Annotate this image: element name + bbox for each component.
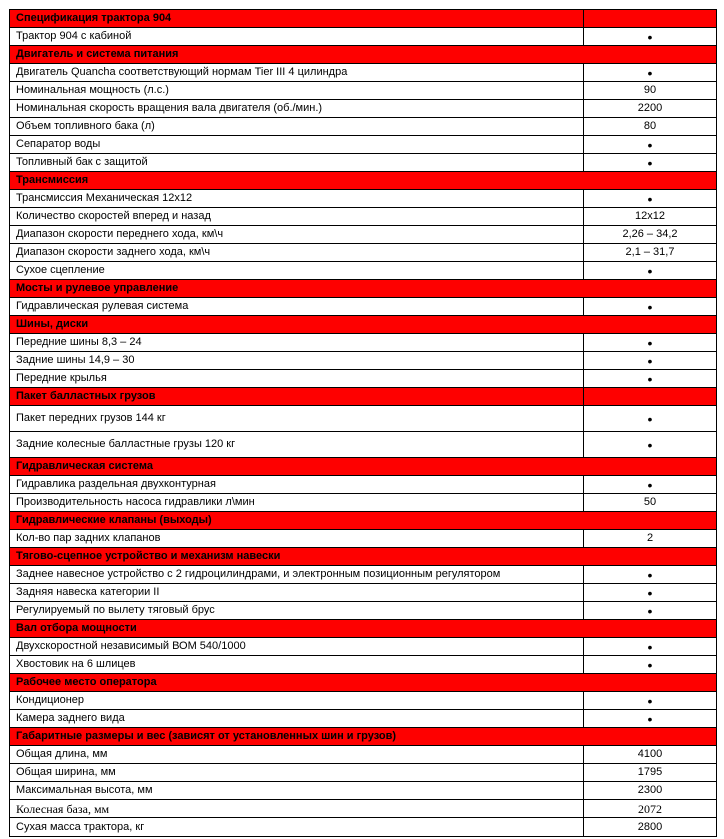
spec-row <box>10 28 716 46</box>
section-title: Мосты и рулевое управление <box>10 280 716 297</box>
spec-value: 80 <box>643 120 657 132</box>
spec-value: 90 <box>643 84 657 96</box>
included-bullet: • <box>647 566 653 583</box>
spec-label: Задние колесные балластные грузы 120 кг <box>10 432 584 457</box>
spec-label: Общая ширина, мм <box>10 764 584 781</box>
spec-row <box>10 476 716 494</box>
spec-label: Максимальная высота, мм <box>10 782 584 799</box>
included-bullet: • <box>647 692 653 709</box>
spec-label: Задняя навеска категории II <box>10 584 584 601</box>
spec-row <box>10 782 716 800</box>
included-bullet: • <box>647 28 653 45</box>
included-bullet: • <box>647 656 653 673</box>
spec-value: 2,1 – 31,7 <box>625 246 675 258</box>
included-bullet: • <box>647 64 653 81</box>
spec-label: Кондиционер <box>10 692 584 709</box>
spec-label: Двигатель Quancha соответствующий нормам Tier III 4 цилиндра <box>10 64 584 81</box>
included-bullet: • <box>647 298 653 315</box>
section-title: Трансмиссия <box>10 172 716 189</box>
spec-label: Трактор 904 с кабиной <box>10 28 584 45</box>
section-header-row <box>10 46 716 64</box>
section-header-row <box>10 388 716 406</box>
section-header-row <box>10 172 716 190</box>
spec-row <box>10 352 716 370</box>
section-header-row <box>10 512 716 530</box>
spec-row <box>10 746 716 764</box>
section-header-row <box>10 674 716 692</box>
section-value-cell <box>584 10 716 27</box>
spec-label: Трансмиссия Механическая 12х12 <box>10 190 584 207</box>
spec-row <box>10 710 716 728</box>
spec-row <box>10 298 716 316</box>
spec-row <box>10 136 716 154</box>
spec-label: Общая длина, мм <box>10 746 584 763</box>
section-header-row <box>10 316 716 334</box>
section-header-row <box>10 10 716 28</box>
included-bullet: • <box>647 370 653 387</box>
spec-label: Двухскоростной независимый ВОМ 540/1000 <box>10 638 584 655</box>
spec-label: Кол-во пар задних клапанов <box>10 530 584 547</box>
included-bullet: • <box>647 136 653 153</box>
spec-row <box>10 208 716 226</box>
spec-value: 2,26 – 34,2 <box>622 228 678 240</box>
included-bullet: • <box>647 584 653 601</box>
included-bullet: • <box>647 436 653 453</box>
spec-label: Сухая масса трактора, кг <box>10 818 584 836</box>
section-title: Гидравлические клапаны (выходы) <box>10 512 716 529</box>
section-header-row <box>10 458 716 476</box>
spec-row <box>10 584 716 602</box>
spec-row <box>10 64 716 82</box>
spec-label: Сухое сцепление <box>10 262 584 279</box>
section-title: Шины, диски <box>10 316 716 333</box>
section-title: Габаритные размеры и вес (зависят от установленных шин и грузов) <box>10 728 716 745</box>
section-title: Тягово-сцепное устройство и механизм навески <box>10 548 716 565</box>
section-header-row <box>10 728 716 746</box>
spec-row <box>10 100 716 118</box>
section-title: Двигатель и система питания <box>10 46 716 63</box>
spec-label: Гидравлика раздельная двухконтурная <box>10 476 584 493</box>
spec-row <box>10 432 716 458</box>
spec-label: Диапазон скорости заднего хода, км\ч <box>10 244 584 261</box>
spec-row <box>10 244 716 262</box>
spec-table <box>9 9 717 837</box>
spec-row <box>10 602 716 620</box>
spec-row <box>10 764 716 782</box>
spec-row <box>10 494 716 512</box>
spec-row <box>10 566 716 584</box>
spec-label: Камера заднего вида <box>10 710 584 727</box>
spec-value: 12х12 <box>635 210 665 222</box>
spec-label: Топливный бак с защитой <box>10 154 584 171</box>
included-bullet: • <box>647 602 653 619</box>
spec-value: 2072 <box>638 801 662 816</box>
included-bullet: • <box>647 710 653 727</box>
spec-label: Производительность насоса гидравлики л\мин <box>10 494 584 511</box>
spec-value: 2300 <box>637 784 663 796</box>
included-bullet: • <box>647 154 653 171</box>
spec-value: 50 <box>643 496 657 508</box>
spec-row <box>10 370 716 388</box>
spec-label: Заднее навесное устройство с 2 гидроцилиндрами, и электронным позиционным регулятором <box>10 566 584 583</box>
section-value-cell <box>584 388 716 405</box>
spec-row <box>10 262 716 280</box>
spec-label: Диапазон скорости переднего хода, км\ч <box>10 226 584 243</box>
spec-label: Объем топливного бака (л) <box>10 118 584 135</box>
section-title: Вал отбора мощности <box>10 620 716 637</box>
section-title: Рабочее место оператора <box>10 674 716 691</box>
spec-label: Гидравлическая рулевая система <box>10 298 584 315</box>
spec-value: 2800 <box>637 820 663 833</box>
spec-label: Передние шины 8,3 – 24 <box>10 334 584 351</box>
spec-label: Колесная база, мм <box>10 800 584 817</box>
included-bullet: • <box>647 410 653 427</box>
spec-row <box>10 82 716 100</box>
included-bullet: • <box>647 262 653 279</box>
spec-value: 2 <box>646 532 654 544</box>
spec-label: Пакет передних грузов 144 кг <box>10 406 584 431</box>
spec-row <box>10 118 716 136</box>
spec-value: 1795 <box>637 766 663 778</box>
spec-label: Задние шины 14,9 – 30 <box>10 352 584 369</box>
included-bullet: • <box>647 476 653 493</box>
included-bullet: • <box>647 352 653 369</box>
spec-row <box>10 818 716 836</box>
spec-row <box>10 530 716 548</box>
spec-label: Передние крылья <box>10 370 584 387</box>
spec-row <box>10 656 716 674</box>
section-title: Гидравлическая система <box>10 458 716 475</box>
section-header-row <box>10 280 716 298</box>
spec-row <box>10 800 716 818</box>
spec-value: 2200 <box>637 102 663 114</box>
spec-label: Сепаратор воды <box>10 136 584 153</box>
spec-row <box>10 638 716 656</box>
spec-label: Количество скоростей вперед и назад <box>10 208 584 225</box>
spec-row <box>10 190 716 208</box>
section-title: Спецификация трактора 904 <box>10 10 584 27</box>
spec-label: Номинальная мощность (л.с.) <box>10 82 584 99</box>
section-header-row <box>10 620 716 638</box>
spec-row <box>10 406 716 432</box>
spec-label: Номинальная скорость вращения вала двигателя (об./мин.) <box>10 100 584 117</box>
spec-row <box>10 226 716 244</box>
section-title: Пакет балластных грузов <box>10 388 584 405</box>
spec-row <box>10 154 716 172</box>
section-header-row <box>10 548 716 566</box>
spec-row <box>10 334 716 352</box>
included-bullet: • <box>647 190 653 207</box>
spec-value: 4100 <box>637 748 663 760</box>
spec-label: Регулируемый по вылету тяговый брус <box>10 602 584 619</box>
included-bullet: • <box>647 638 653 655</box>
included-bullet: • <box>647 334 653 351</box>
spec-label: Хвостовик на 6 шлицев <box>10 656 584 673</box>
spec-row <box>10 692 716 710</box>
